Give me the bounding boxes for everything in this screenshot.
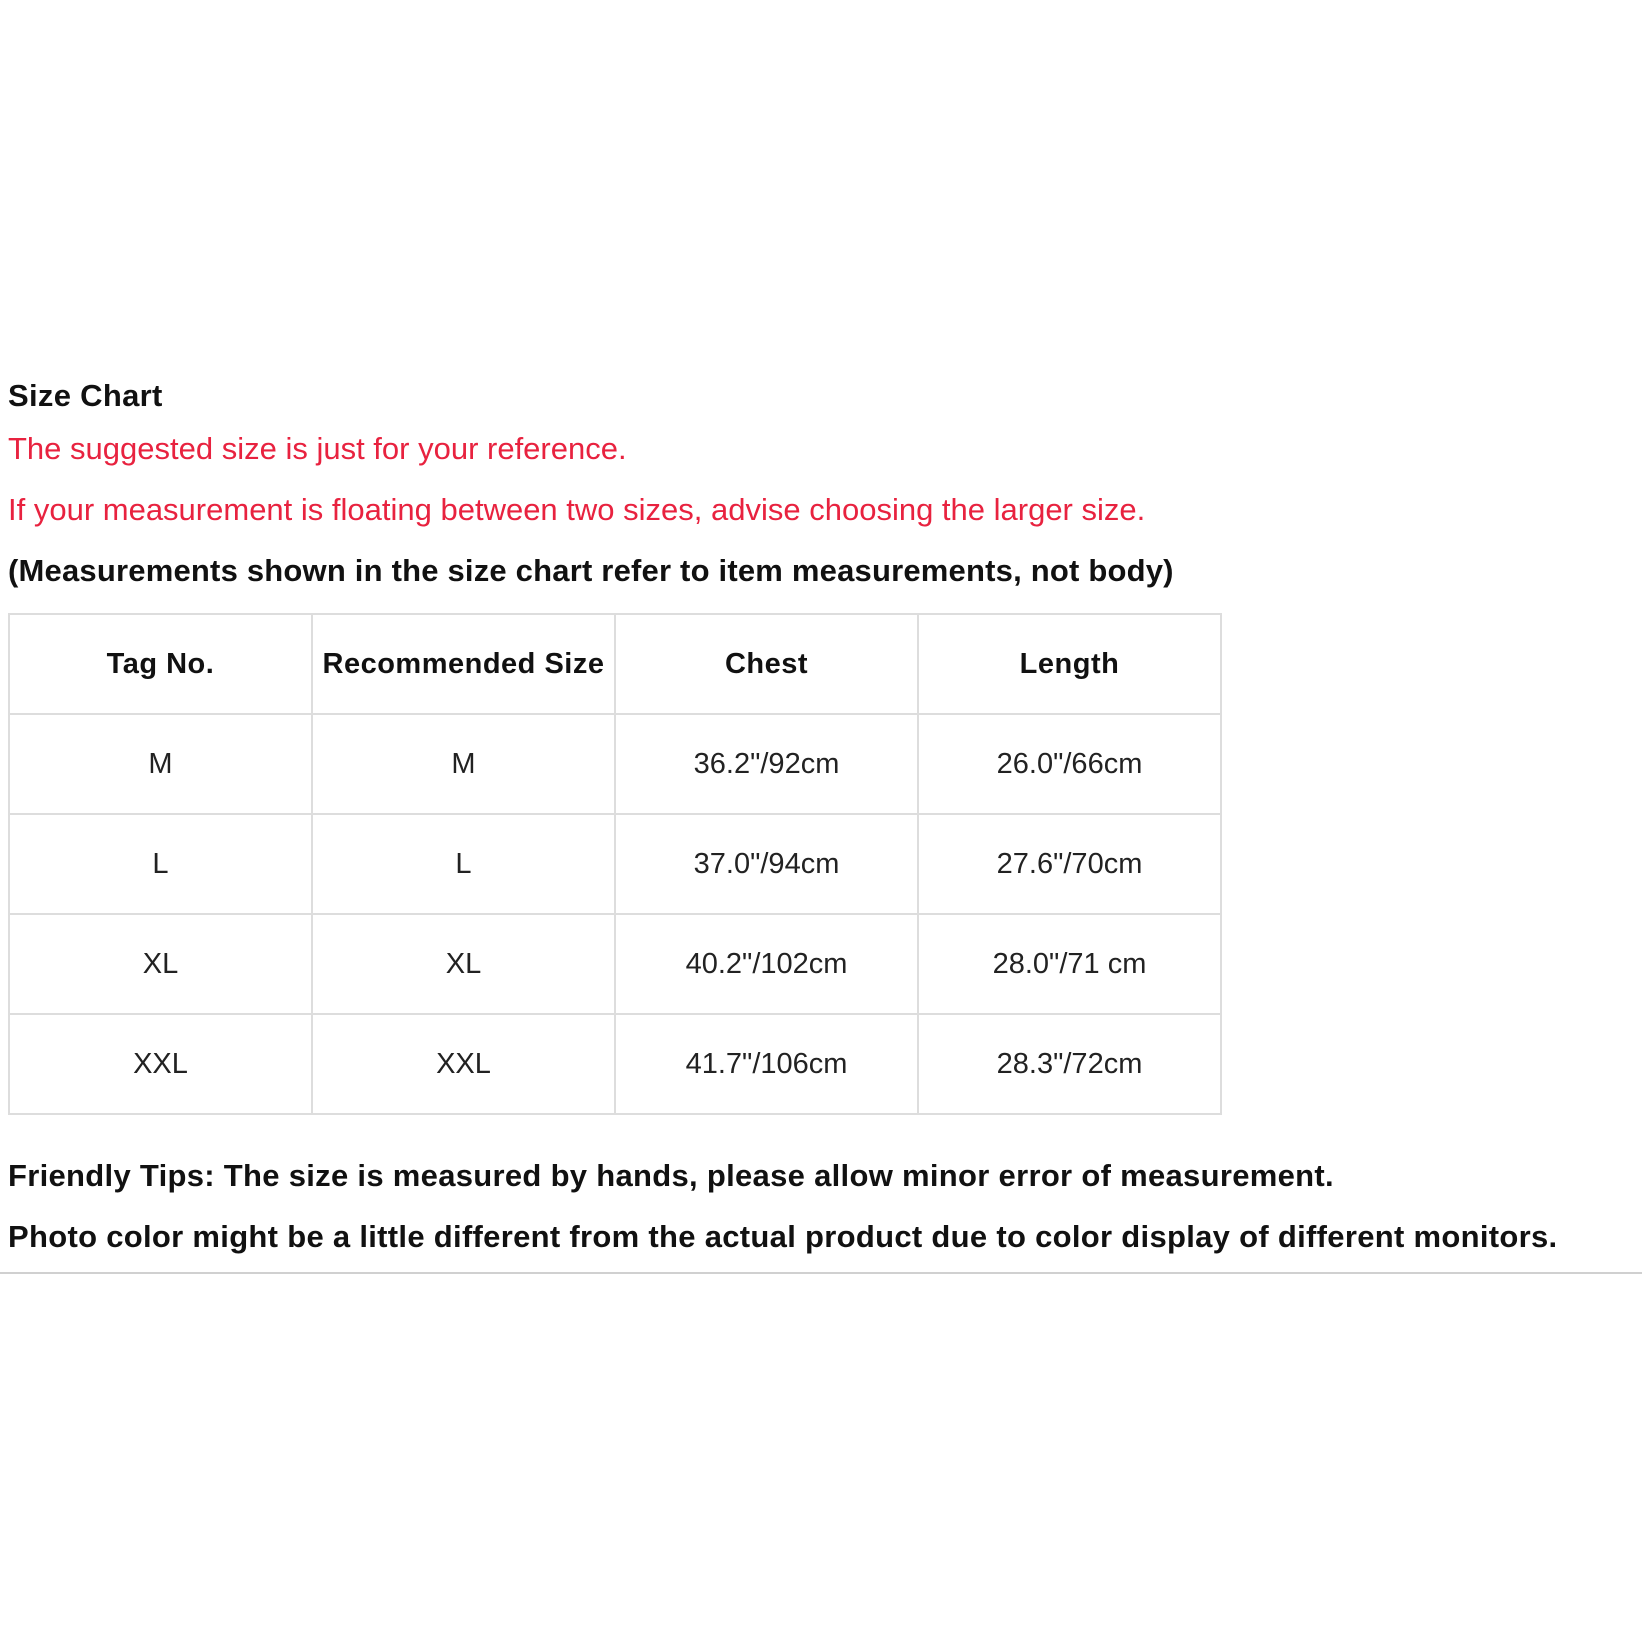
cell-chest: 36.2"/92cm [615,714,918,814]
cell-tag-no: M [9,714,312,814]
cell-recommended-size: M [312,714,615,814]
cell-tag-no: XL [9,914,312,1014]
cell-length: 28.0"/71 cm [918,914,1221,1014]
table-row [9,1014,1221,1114]
cell-tag-no: XXL [9,1014,312,1114]
cell-chest: 40.2"/102cm [615,914,918,1014]
tips-block [8,1145,1642,1267]
cell-length: 28.3"/72cm [918,1014,1221,1114]
cell-recommended-size: XL [312,914,615,1014]
header-tag-no: Tag No. [9,614,312,714]
cell-tag-no: L [9,814,312,914]
reference-note: The suggested size is just for your reference. [8,431,627,466]
table-row [9,714,1221,814]
cell-length: 27.6"/70cm [918,814,1221,914]
header-length: Length [918,614,1221,714]
table-row [9,814,1221,914]
measurements-note: (Measurements shown in the size chart refer to item measurements, not body) [8,553,1174,588]
cell-recommended-size: XXL [312,1014,615,1114]
size-chart-section [8,374,1642,1267]
cell-chest: 41.7"/106cm [615,1014,918,1114]
size-table [8,613,1222,1115]
cell-chest: 37.0"/94cm [615,814,918,914]
larger-size-note: If your measurement is floating between two sizes, advise choosing the larger size. [8,492,1146,527]
cell-length: 26.0"/66cm [918,714,1221,814]
header-recommended-size: Recommended Size [312,614,615,714]
page-title: Size Chart [8,378,163,413]
divider [0,1272,1642,1274]
photo-color-note: Photo color might be a little different from the actual product due to color display of different monitors. [8,1219,1558,1254]
table-header-row [9,614,1221,714]
table-row [9,914,1221,1014]
friendly-tips: Friendly Tips: The size is measured by hands, please allow minor error of measurement. [8,1158,1334,1193]
header-chest: Chest [615,614,918,714]
cell-recommended-size: L [312,814,615,914]
